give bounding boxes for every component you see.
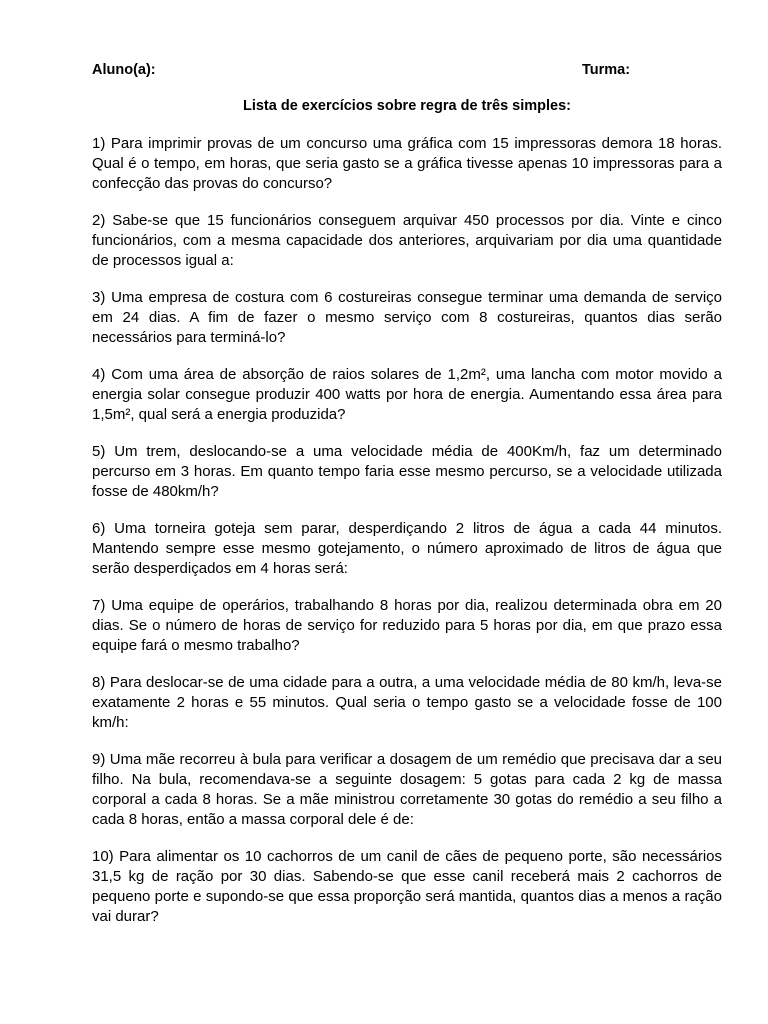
document-page [92,62,722,944]
document-header [92,62,722,82]
exercise-6: 6) Uma torneira goteja sem parar, desperdiçando 2 litros de água a cada 44 minutos. Mantendo sempre esse mesmo gotejamento, o número aproximado de litros de água que serão desperdiçados em 4 horas será: [92,520,722,577]
exercise-10: 10) Para alimentar os 10 cachorros de um canil de cães de pequeno porte, são necessários 31,5 kg de ração por 30 dias. Sabendo-se que esse canil receberá mais 2 cachorros de pequeno porte e supondo-se que essa proporção será mantida, quantos dias a menos a ração vai durar? [92,848,722,925]
exercise-4: 4) Com uma área de absorção de raios solares de 1,2m², uma lancha com motor movido a energia solar consegue produzir 400 watts por hora de energia. Aumentando essa área para 1,5m², qual será a energia produzida? [92,366,722,423]
exercise-1: 1) Para imprimir provas de um concurso uma gráfica com 15 impressoras demora 18 horas. Qual é o tempo, em horas, que seria gasto se a gráfica tivesse apenas 10 impressoras para a confecção das provas do concurso? [92,135,722,192]
exercise-7: 7) Uma equipe de operários, trabalhando 8 horas por dia, realizou determinada obra em 20 dias. Se o número de horas de serviço for reduzido para 5 horas por dia, em que prazo essa equipe fará o mesmo trabalho? [92,597,722,654]
exercise-5: 5) Um trem, deslocando-se a uma velocidade média de 400Km/h, faz um determinado percurso em 3 horas. Em quanto tempo faria esse mesmo percurso, se a velocidade utilizada fosse de 480km/h? [92,443,722,500]
exercise-9: 9) Uma mãe recorreu à bula para verificar a dosagem de um remédio que precisava dar a seu filho. Na bula, recomendava-se a seguinte dosagem: 5 gotas para cada 2 kg de massa corporal a cada 8 horas. Se a mãe ministrou corretamente 30 gotas do remédio a seu filho a cada 8 horas, então a massa corporal dele é de: [92,751,722,828]
document-title: Lista de exercícios sobre regra de três simples: [242,98,571,114]
exercise-8: 8) Para deslocar-se de uma cidade para a outra, a uma velocidade média de 80 km/h, leva-se exatamente 2 horas e 55 minutos. Qual seria o tempo gasto se a velocidade fosse de 100 km/h: [92,674,722,731]
class-label: Turma: [582,62,631,78]
student-name-label: Aluno(a): [92,62,156,78]
exercise-2: 2) Sabe-se que 15 funcionários conseguem arquivar 450 processos por dia. Vinte e cinco funcionários, com a mesma capacidade dos anteriores, arquivariam por dia uma quantidade de processos igual a: [92,212,722,269]
exercise-3: 3) Uma empresa de costura com 6 costureiras consegue terminar uma demanda de serviço em 24 dias. A fim de fazer o mesmo serviço com 8 costureiras, quantos dias serão necessários para terminá-lo? [92,289,722,346]
